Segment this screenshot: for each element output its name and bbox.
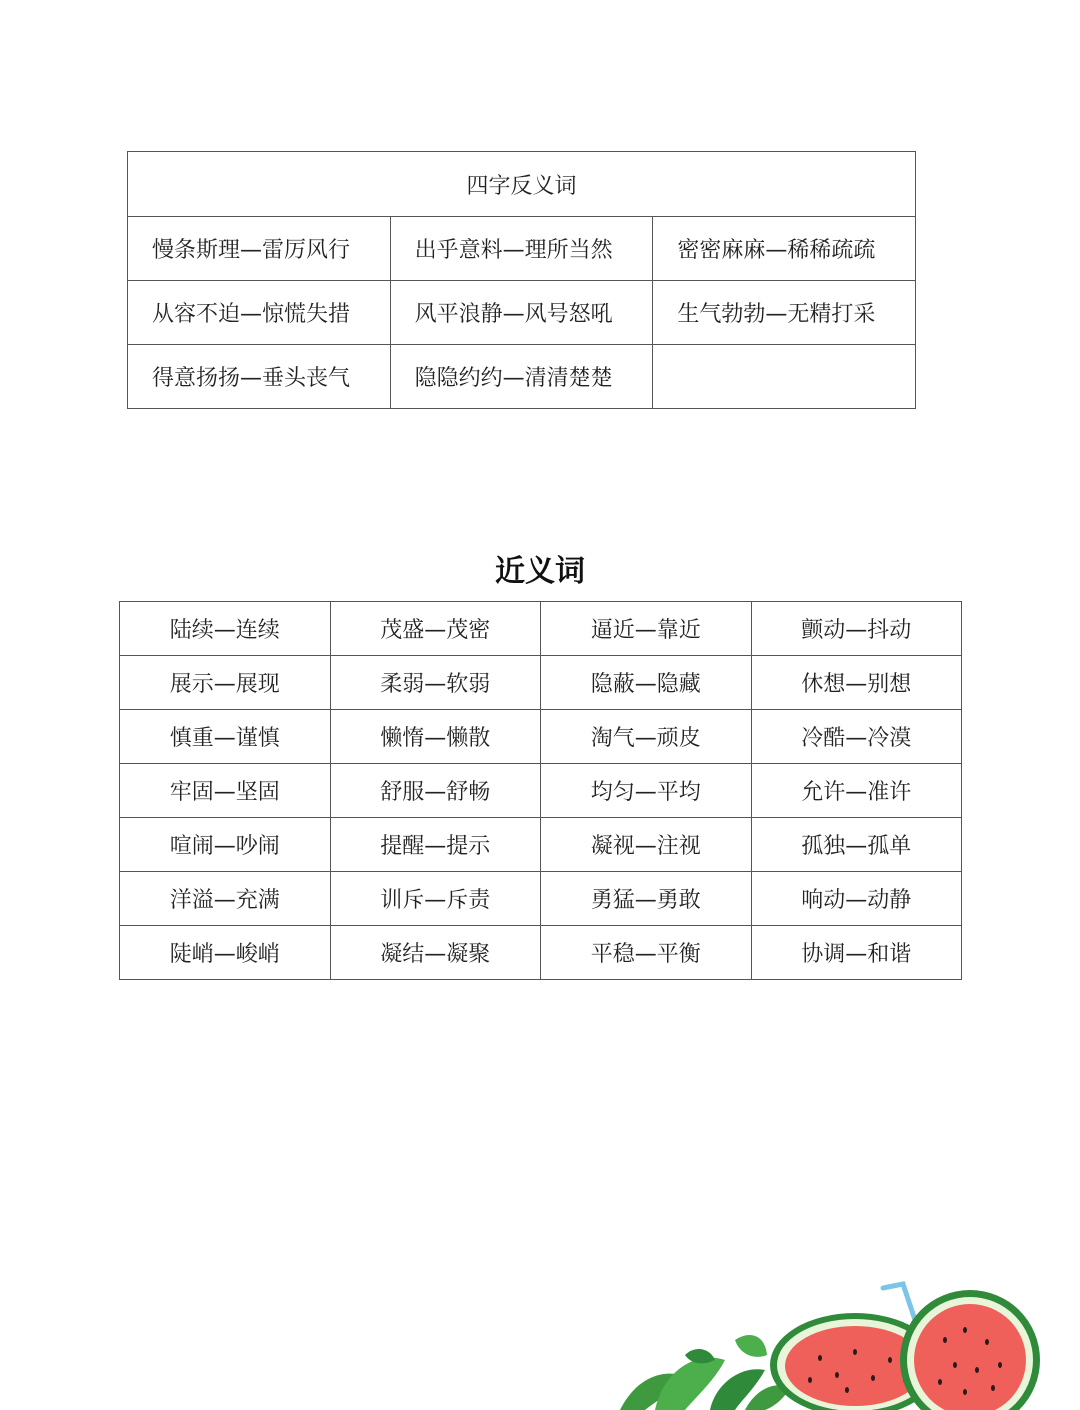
synonym-pair: 淘气—顽皮 — [541, 710, 752, 764]
watermelon-icon — [615, 1280, 1080, 1410]
synonym-pair: 逼近—靠近 — [541, 602, 752, 656]
synonym-table — [119, 601, 962, 980]
antonym-pair: 从容不迫—惊慌失措 — [128, 281, 391, 345]
synonym-pair: 喧闹—吵闹 — [120, 818, 331, 872]
synonym-pair: 洋溢—充满 — [120, 872, 331, 926]
table-row — [120, 926, 962, 980]
watermelon-slice-right — [900, 1290, 1040, 1410]
table-row — [128, 281, 916, 345]
table-row — [128, 152, 916, 217]
table-row — [120, 710, 962, 764]
synonym-pair: 孤独—孤单 — [751, 818, 962, 872]
synonym-pair: 训斥—斥责 — [330, 872, 541, 926]
synonym-pair: 凝结—凝聚 — [330, 926, 541, 980]
synonym-pair: 冷酷—冷漠 — [751, 710, 962, 764]
antonym-table-title: 四字反义词 — [128, 152, 916, 217]
antonym-pair: 生气勃勃—无精打采 — [653, 281, 916, 345]
antonym-table — [127, 151, 916, 409]
synonym-pair: 茂盛—茂密 — [330, 602, 541, 656]
antonym-pair: 出乎意料—理所当然 — [390, 217, 653, 281]
synonym-pair: 颤动—抖动 — [751, 602, 962, 656]
table-row — [120, 764, 962, 818]
synonym-pair: 协调—和谐 — [751, 926, 962, 980]
synonym-pair: 提醒—提示 — [330, 818, 541, 872]
antonym-pair: 慢条斯理—雷厉风行 — [128, 217, 391, 281]
synonym-pair: 允许—准许 — [751, 764, 962, 818]
table-row — [120, 872, 962, 926]
synonym-pair: 隐蔽—隐藏 — [541, 656, 752, 710]
synonym-pair: 响动—动静 — [751, 872, 962, 926]
antonym-pair: 隐隐约约—清清楚楚 — [390, 345, 653, 409]
synonym-pair: 勇猛—勇敢 — [541, 872, 752, 926]
synonym-pair: 陡峭—峻峭 — [120, 926, 331, 980]
synonym-pair: 舒服—舒畅 — [330, 764, 541, 818]
antonym-pair: 密密麻麻—稀稀疏疏 — [653, 217, 916, 281]
table-row — [120, 818, 962, 872]
synonym-pair: 懒惰—懒散 — [330, 710, 541, 764]
empty-cell — [653, 345, 916, 409]
synonym-pair: 展示—展现 — [120, 656, 331, 710]
table-row — [128, 345, 916, 409]
synonym-pair: 牢固—坚固 — [120, 764, 331, 818]
antonym-pair: 风平浪静—风号怒吼 — [390, 281, 653, 345]
antonym-pair: 得意扬扬—垂头丧气 — [128, 345, 391, 409]
synonym-pair: 休想—别想 — [751, 656, 962, 710]
synonym-heading: 近义词 — [495, 554, 585, 589]
table-row — [120, 602, 962, 656]
synonym-pair: 慎重—谨慎 — [120, 710, 331, 764]
table-row — [120, 656, 962, 710]
table-row — [128, 217, 916, 281]
synonym-pair: 均匀—平均 — [541, 764, 752, 818]
synonym-pair: 凝视—注视 — [541, 818, 752, 872]
synonym-pair: 柔弱—软弱 — [330, 656, 541, 710]
leaf-icon — [620, 1335, 790, 1410]
straw-icon — [883, 1284, 915, 1320]
synonym-pair: 陆续—连续 — [120, 602, 331, 656]
synonym-pair: 平稳—平衡 — [541, 926, 752, 980]
